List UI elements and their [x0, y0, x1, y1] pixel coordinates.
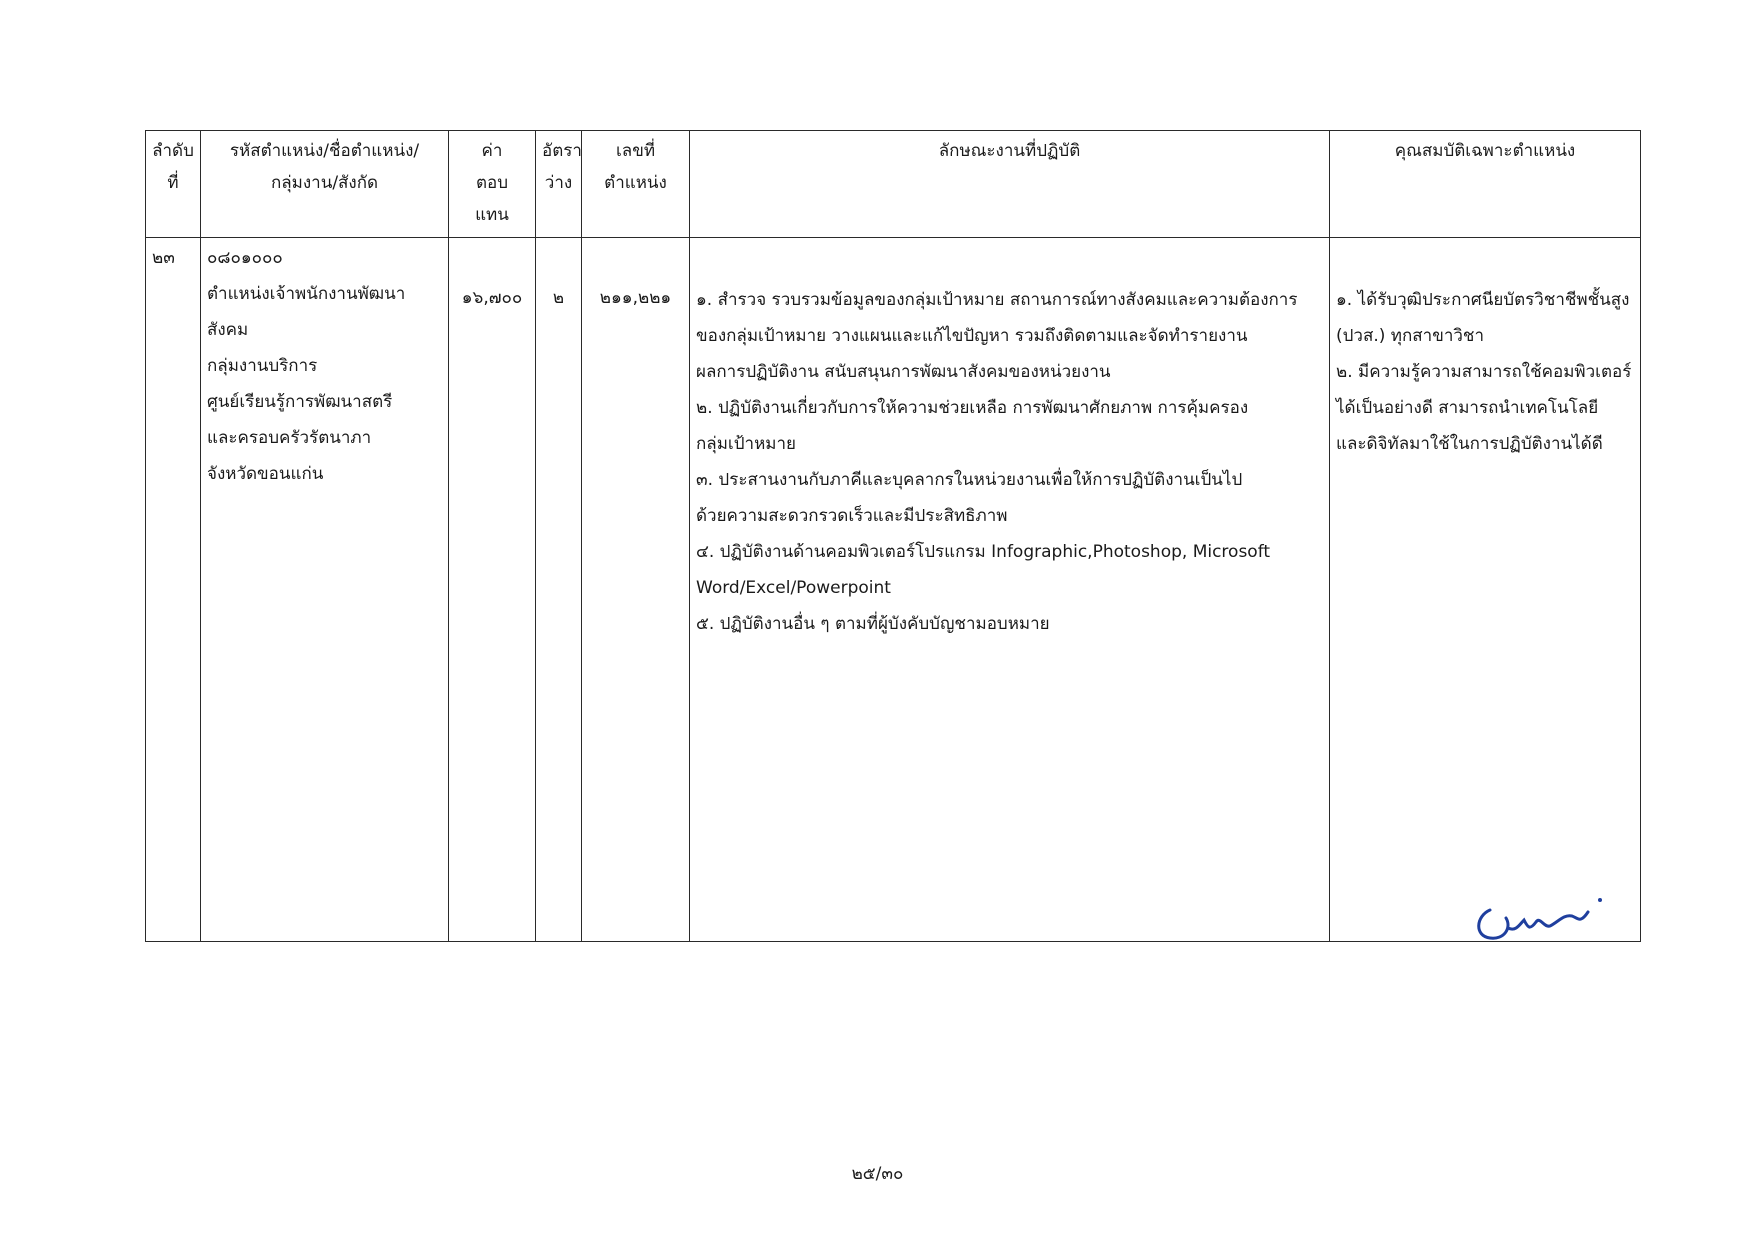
- header-qualifications: [1330, 131, 1641, 238]
- qualification-line: ๒. มีความรู้ความสามารถใช้คอมพิวเตอร์: [1336, 362, 1632, 382]
- qualifications-list: [1336, 282, 1634, 462]
- position-no-value: ๒๑๑,๒๒๑: [599, 288, 672, 308]
- duty-line: ของกลุ่มเป้าหมาย วางแผนและแก้ไขปัญหา รวมถึงติดตามและจัดทำรายงาน: [696, 326, 1248, 346]
- signature-mark: [1468, 888, 1618, 948]
- header-position-no-line: ตำแหน่ง: [604, 173, 667, 193]
- position-table: [145, 130, 1641, 942]
- duty-line: Word/Excel/Powerpoint: [696, 578, 891, 598]
- qualification-line: ได้เป็นอย่างดี สามารถนำเทคโนโลยี: [1336, 398, 1599, 418]
- order-value: ๒๓: [152, 248, 175, 268]
- header-position-line: กลุ่มงาน/สังกัด: [270, 173, 379, 193]
- header-position-no-line: เลขที่: [615, 141, 656, 161]
- header-vacancy-line: อัตรา: [542, 141, 582, 161]
- header-vacancy: [536, 131, 582, 238]
- duties-list: [696, 282, 1323, 642]
- header-order: [146, 131, 201, 238]
- header-salary-line: แทน: [475, 205, 509, 225]
- cell-salary: [449, 238, 536, 942]
- table-row: [146, 238, 1641, 942]
- header-salary-line: ตอบ: [475, 173, 509, 193]
- header-duties: [690, 131, 1330, 238]
- header-duties-label: ลักษณะงานที่ปฏิบัติ: [938, 141, 1081, 161]
- vacancy-value: ๒: [552, 288, 565, 308]
- signature-stroke: [1479, 910, 1588, 938]
- cell-vacancy: [536, 238, 582, 942]
- duty-line: ผลการปฏิบัติงาน สนับสนุนการพัฒนาสังคมของหน่วยงาน: [696, 362, 1111, 382]
- duty-line: ๕. ปฏิบัติงานอื่น ๆ ตามที่ผู้บังคับบัญชามอบหมาย: [696, 614, 1050, 634]
- cell-position-no: [582, 238, 690, 942]
- qualification-line: ๑. ได้รับวุฒิประกาศนียบัตรวิชาชีพชั้นสูง: [1336, 290, 1630, 310]
- duty-line: กลุ่มเป้าหมาย: [696, 434, 796, 454]
- cell-qualifications: [1330, 238, 1641, 942]
- header-qualifications-label: คุณสมบัติเฉพาะตำแหน่ง: [1394, 141, 1576, 161]
- duty-line: ๑. สำรวจ รวบรวมข้อมูลของกลุ่มเป้าหมาย สถานการณ์ทางสังคมและความต้องการ: [696, 290, 1298, 310]
- position-line: และครอบครัวรัตนาภา: [207, 428, 372, 448]
- cell-order: [146, 238, 201, 942]
- header-order-line: ลำดับ: [152, 141, 194, 161]
- header-vacancy-line: ว่าง: [544, 173, 573, 193]
- header-position-line: รหัสตำแหน่ง/ชื่อตำแหน่ง/: [229, 141, 420, 161]
- qualification-line: (ปวส.) ทุกสาขาวิชา: [1336, 326, 1485, 346]
- position-line: กลุ่มงานบริการ: [207, 356, 318, 376]
- duty-line: ด้วยความสะดวกรวดเร็วและมีประสิทธิภาพ: [696, 506, 1008, 526]
- position-line: ศูนย์เรียนรู้การพัฒนาสตรี: [207, 392, 393, 412]
- cell-position: [201, 238, 449, 942]
- header-order-line: ที่: [167, 173, 179, 193]
- header-position: [201, 131, 449, 238]
- duty-line: ๒. ปฏิบัติงานเกี่ยวกับการให้ความช่วยเหลือ การพัฒนาศักยภาพ การคุ้มครอง: [696, 398, 1249, 418]
- signature-dot: [1598, 898, 1602, 902]
- salary-value: ๑๖,๗๐๐: [461, 288, 523, 308]
- position-code: ๐๘๐๑๐๐๐: [207, 248, 283, 268]
- position-line: ตำแหน่งเจ้าพนักงานพัฒนาสังคม: [207, 284, 406, 340]
- cell-duties: [690, 238, 1330, 942]
- header-salary: [449, 131, 536, 238]
- page-number: ๒๕/๓๐: [851, 1164, 904, 1184]
- header-position-no: [582, 131, 690, 238]
- position-line: จังหวัดขอนแก่น: [207, 464, 324, 484]
- header-row: [146, 131, 1641, 238]
- duty-line: ๓. ประสานงานกับภาคีและบุคลากรในหน่วยงานเพื่อให้การปฏิบัติงานเป็นไป: [696, 470, 1243, 490]
- header-salary-line: ค่า: [481, 141, 503, 161]
- qualification-line: และดิจิทัลมาใช้ในการปฏิบัติงานได้ดี: [1336, 434, 1603, 454]
- duty-line: ๔. ปฏิบัติงานด้านคอมพิวเตอร์โปรแกรม Infographic,Photoshop, Microsoft: [696, 542, 1271, 562]
